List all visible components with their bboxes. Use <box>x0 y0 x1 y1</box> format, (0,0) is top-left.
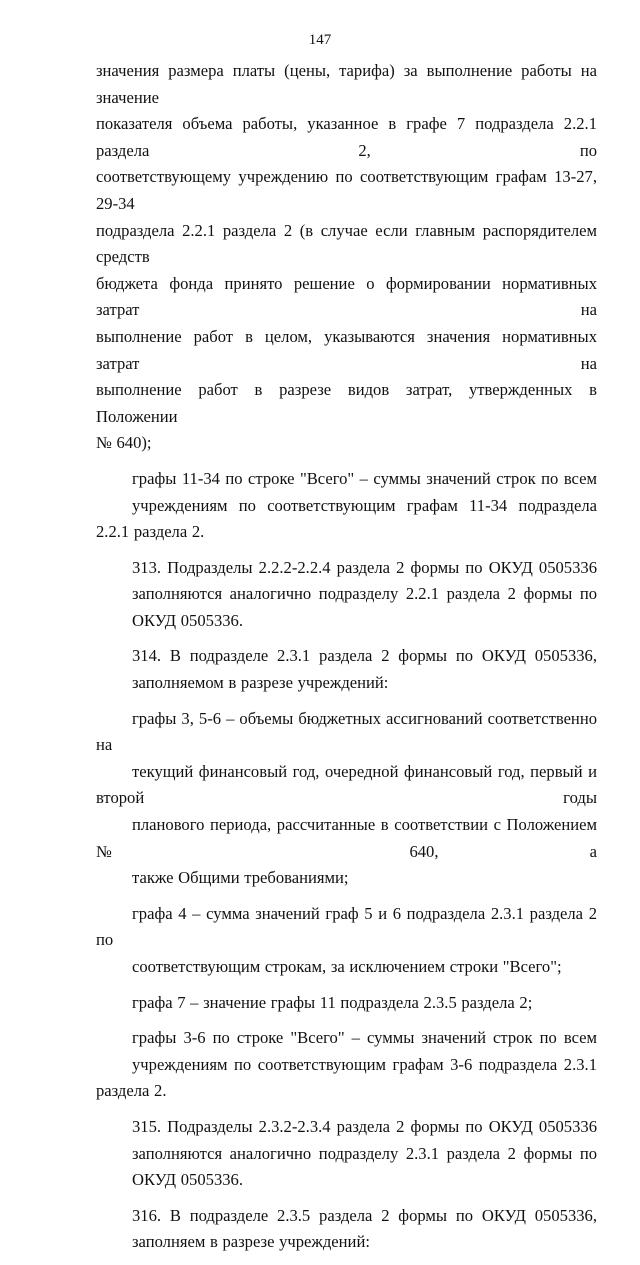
text-line: бюджета фонда принято решение о формировании нормативных затрат на <box>96 273 597 320</box>
text-line: графа 4 – сумма значений граф 5 и 6 подраздела 2.3.1 раздела 2 по <box>96 903 597 950</box>
text-line: значения размера платы (цены, тарифа) за выполнение работы на значение <box>96 61 597 107</box>
text-line: 313. Подразделы 2.2.2-2.2.4 раздела 2 формы по ОКУД 0505336 <box>132 557 597 577</box>
paragraph <box>96 901 597 981</box>
paragraph <box>96 58 597 457</box>
paragraph <box>96 706 597 892</box>
text-line: графы 3-6 по строке "Всего" – суммы значений строк по всем <box>132 1028 597 1048</box>
text-line: 314. В подразделе 2.3.1 раздела 2 формы по ОКУД 0505336, <box>132 646 597 666</box>
document-body <box>96 58 597 1265</box>
text-line: учреждениям по соответствующим графам 3-6 подраздела 2.3.1 раздела 2. <box>96 1054 597 1101</box>
text-line: заполняемом в разрезе учреждений: <box>132 673 389 693</box>
text-line: учреждениям по соответствующим графам 11-34 подраздела 2.2.1 раздела 2. <box>96 495 597 542</box>
text-line: текущий финансовый год, очередной финансовый год, первый и второй годы <box>96 761 597 808</box>
text-line: подраздела 2.2.1 раздела 2 (в случае если главным распорядителем средств <box>96 220 597 267</box>
text-line: 316. В подразделе 2.3.5 раздела 2 формы по ОКУД 0505336, <box>132 1205 597 1225</box>
paragraph <box>96 555 597 635</box>
paragraph <box>96 1203 597 1256</box>
paragraph <box>96 990 597 1017</box>
text-line: графа 7 – значение графы 11 подраздела 2.3.5 раздела 2; <box>132 992 533 1012</box>
page-number: 147 <box>308 32 332 48</box>
text-line: показателя объема работы, указанное в графе 7 подраздела 2.2.1 раздела 2, по <box>96 114 597 160</box>
paragraph <box>96 466 597 546</box>
text-line: планового периода, рассчитанные в соответствии с Положением № 640, а <box>96 815 597 861</box>
text-line: № 640); <box>96 433 152 453</box>
text-line: графы 3, 5-6 – объемы бюджетных ассигнований соответственно на <box>96 708 597 755</box>
text-line: 315. Подразделы 2.3.2-2.3.4 раздела 2 формы по ОКУД 0505336 <box>132 1116 597 1136</box>
text-line: соответствующим строкам, за исключением строки "Всего"; <box>132 957 562 976</box>
paragraph <box>96 643 597 696</box>
text-line: также Общими требованиями; <box>132 868 349 888</box>
text-line: ОКУД 0505336. <box>132 1170 243 1190</box>
text-line: выполнение работ в разрезе видов затрат, утвержденных в Положении <box>96 380 597 426</box>
text-line: заполняются аналогично подразделу 2.2.1 раздела 2 формы по <box>132 584 597 604</box>
paragraph <box>96 1025 597 1105</box>
paragraph <box>96 1114 597 1194</box>
text-line: соответствующему учреждению по соответствующим графам 13-27, 29-34 <box>96 167 597 213</box>
text-line: ОКУД 0505336. <box>132 610 243 630</box>
text-line: выполнение работ в целом, указываются значения нормативных затрат на <box>96 326 597 373</box>
text-line: заполняем в разрезе учреждений: <box>132 1232 370 1252</box>
text-line: графы 11-34 по строке "Всего" – суммы значений строк по всем <box>132 468 597 488</box>
text-line: заполняются аналогично подразделу 2.3.1 раздела 2 формы по <box>132 1143 597 1163</box>
